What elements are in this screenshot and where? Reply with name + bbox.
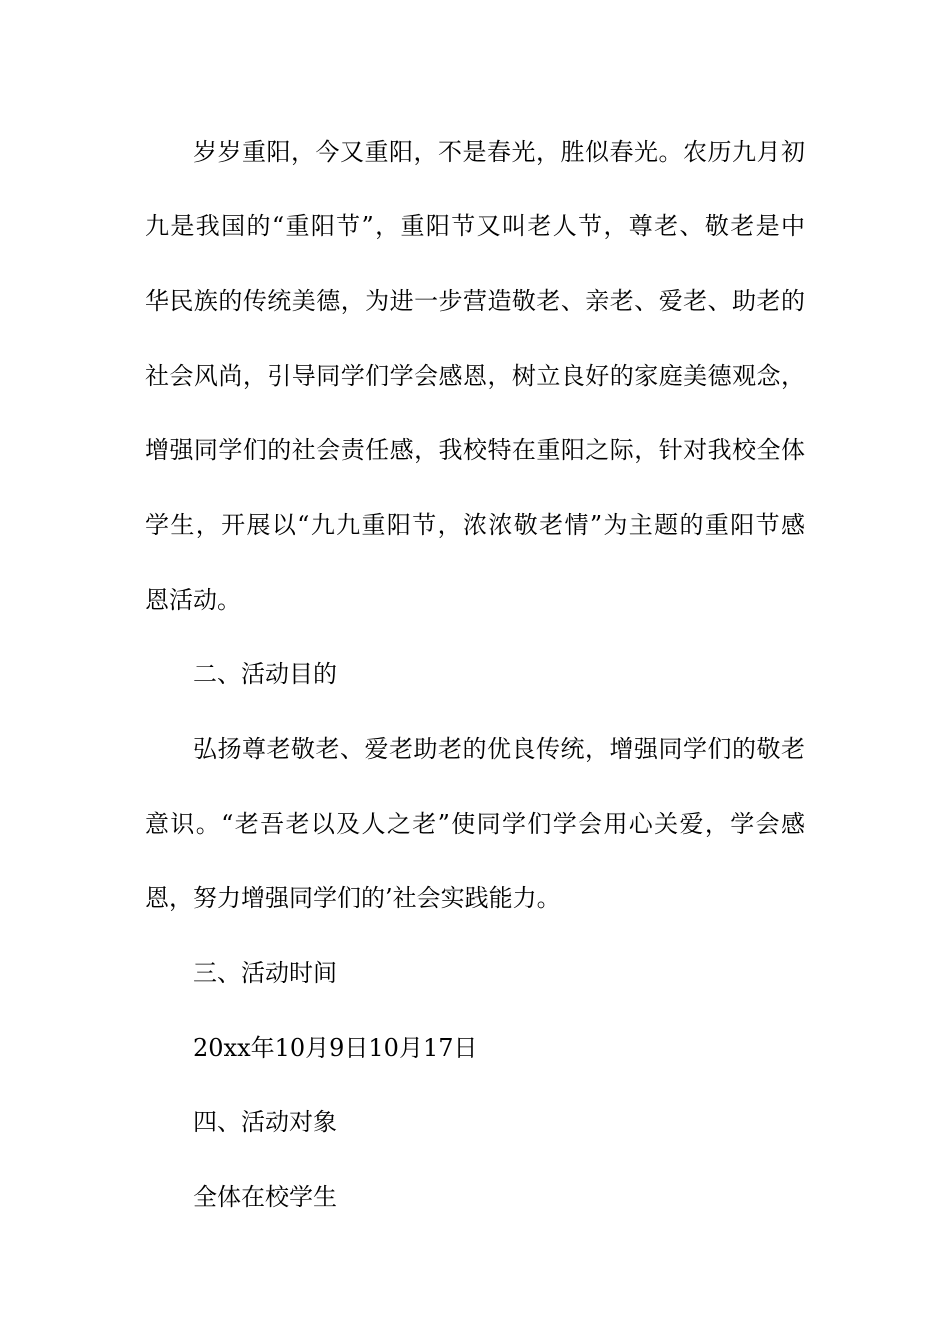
activity-audience-text: 全体在校学生 [193, 1183, 337, 1211]
intro-line-3: 华民族的传统美德，为进一步营造敬老、亲老、爱老、助老的 [145, 287, 805, 315]
intro-line-5: 增强同学们的社会责任感，我校特在重阳之际，针对我校全体 [145, 436, 805, 464]
section-heading-audience: 四、活动对象 [193, 1108, 337, 1136]
intro-line-7: 恩活动。 [145, 586, 241, 614]
activity-time-text: 20xx年10月9日10月17日 [193, 1034, 478, 1062]
section-heading-time: 三、活动时间 [193, 959, 337, 987]
intro-line-1: 岁岁重阳，今又重阳，不是春光，胜似春光。农历九月初 [193, 138, 805, 166]
purpose-line-1: 弘扬尊老敬老、爱老助老的优良传统，增强同学们的敬老 [193, 735, 805, 763]
intro-line-6: 学生，开展以“九九重阳节，浓浓敬老情”为主题的重阳节感 [145, 511, 805, 539]
purpose-line-2: 意识。“老吾老以及人之老”使同学们学会用心关爱，学会感 [145, 810, 805, 838]
section-heading-purpose: 二、活动目的 [193, 660, 337, 688]
purpose-line-3: 恩，努力增强同学们的’社会实践能力。 [145, 884, 561, 912]
intro-line-2: 九是我国的“重阳节”，重阳节又叫老人节，尊老、敬老是中 [145, 212, 805, 240]
intro-line-4: 社会风尚，引导同学们学会感恩，树立良好的家庭美德观念， [145, 362, 805, 390]
